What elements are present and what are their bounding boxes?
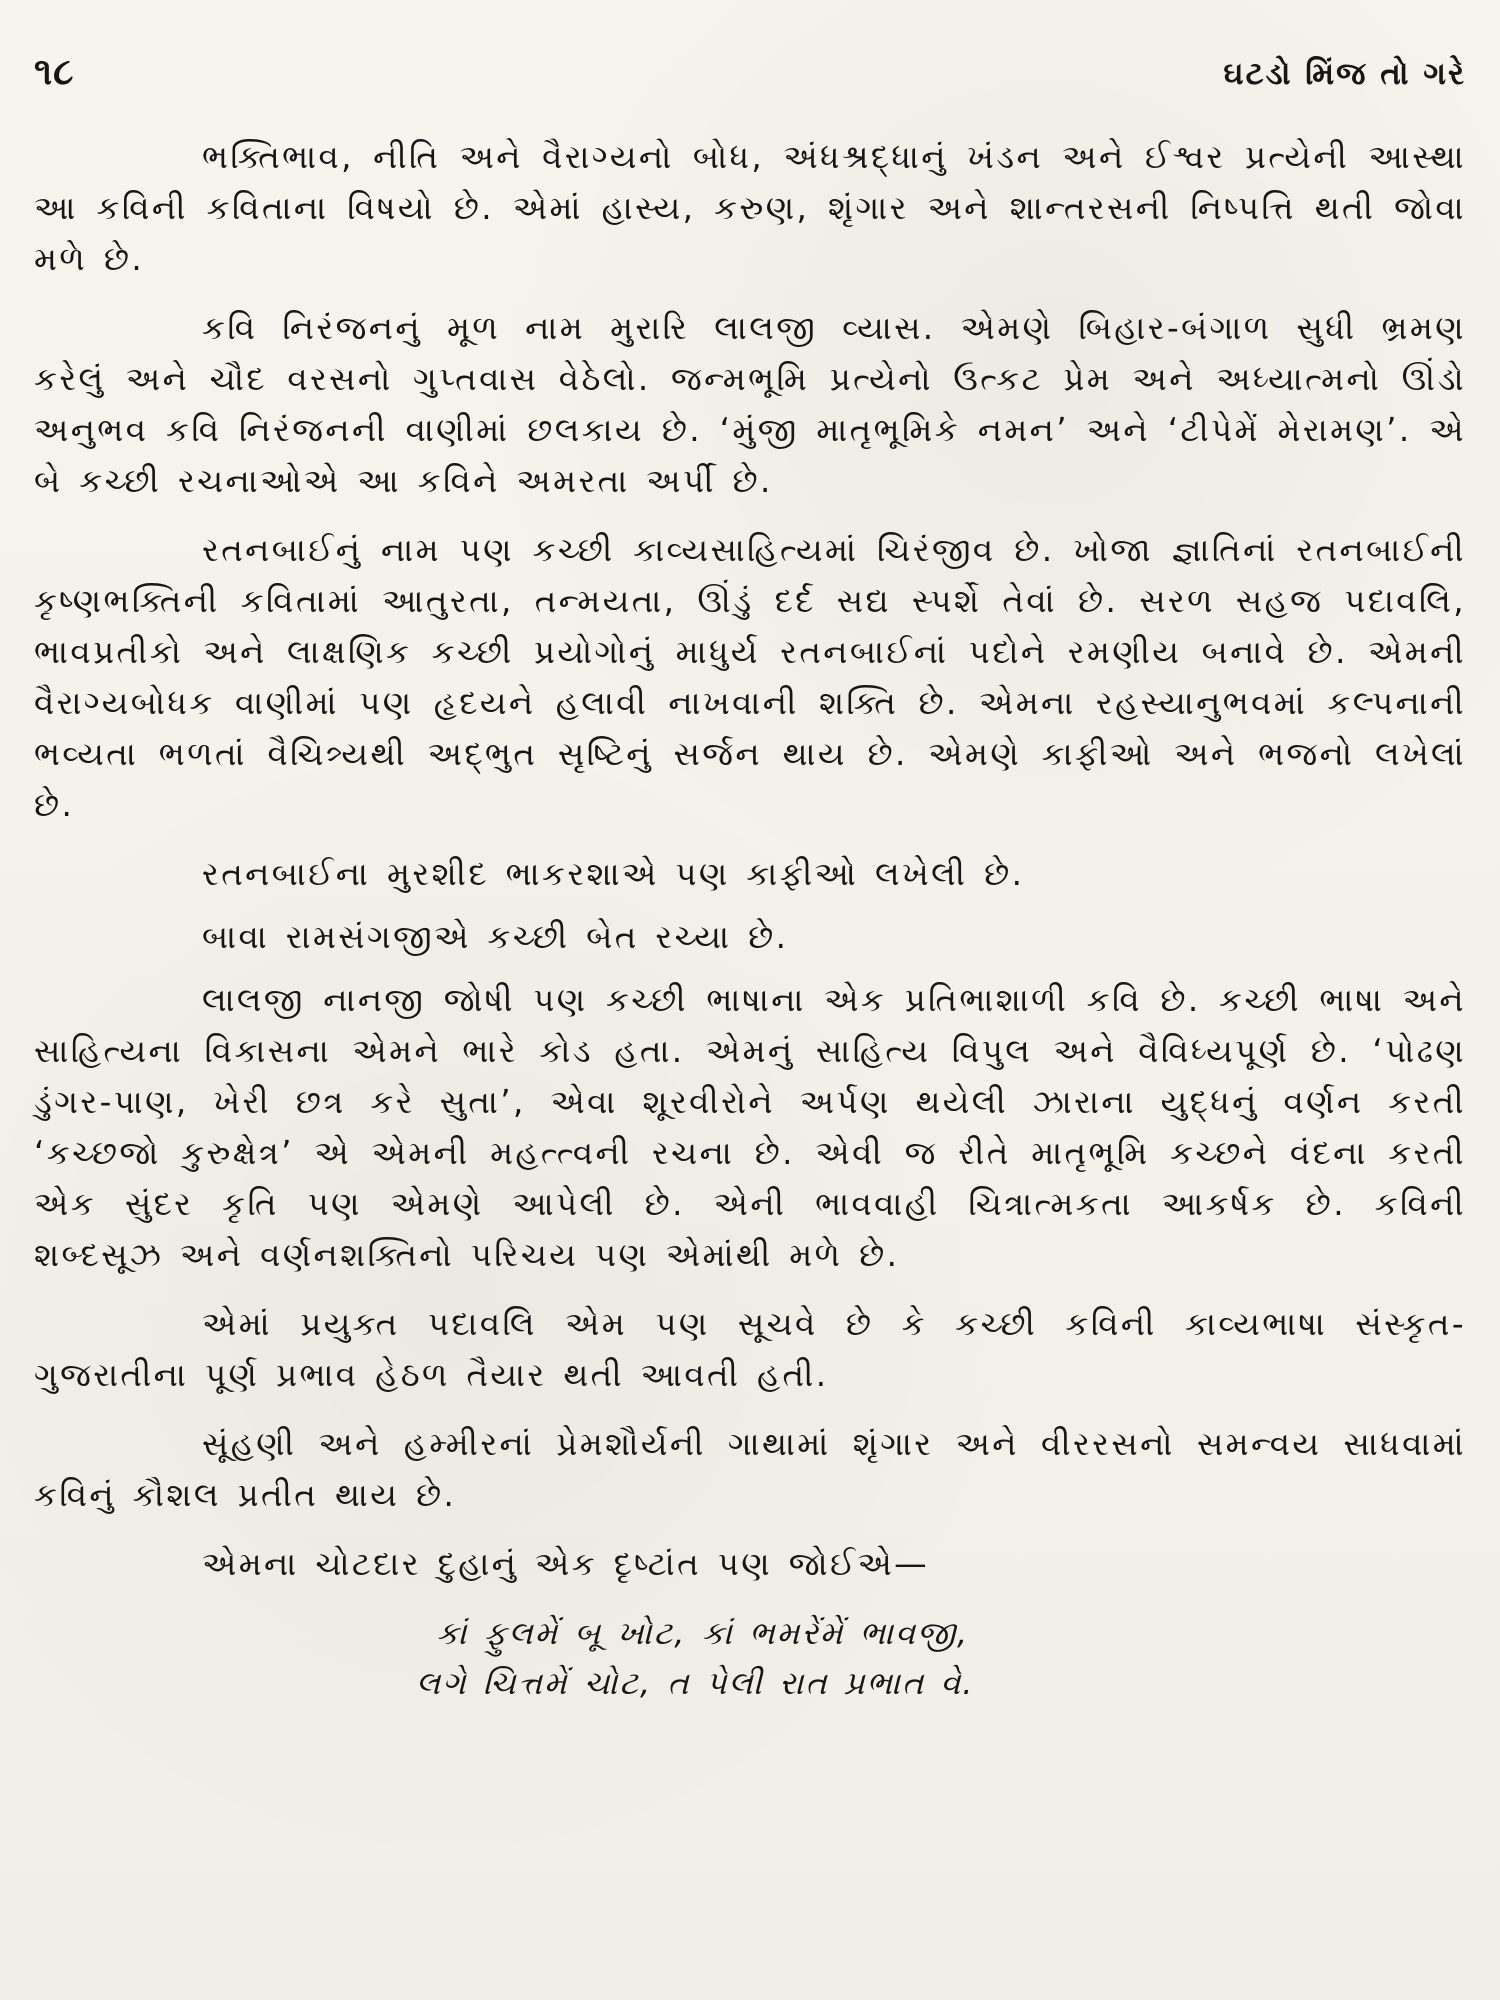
paragraph-1: ભક્તિભાવ, નીતિ અને વૈરાગ્યનો બોધ, અંધશ્રદ્ધાનું ખંડન અને ઈશ્વર પ્રત્યેની આસ્થા આ કવિની કવિતાના વિષયો છે. એમાં હાસ્ય, કરુણ, શૃંગાર અને શાન્તરસની નિષ્પત્તિ થતી જોવા મળે છે. xyxy=(34,138,1466,278)
verse-line: લગે ચિત્તમેં ચોટ, ત પેલી રાત પ્રભાત વે. xyxy=(416,1664,975,1702)
paragraph-8: સૂંહણી અને હમ્મીરનાં પ્રેમશૌર્યની ગાથામાં શૃંગાર અને વીરરસનો સમન્વય સાધવામાં કવિનું કૌશલ પ્રતીત થાય છે. xyxy=(34,1425,1466,1514)
paragraph-9: એમના ચોટદાર દુહાનું એક દૃષ્ટાંત પણ જોઈએ— xyxy=(202,1545,930,1583)
paragraph-3: રતનબાઈનું નામ પણ કચ્છી કાવ્યસાહિત્યમાં ચિરંજીવ છે. ખોજા જ્ઞાતિનાં રતનબાઈની કૃષ્ણભક્તિની કવિતામાં આતુરતા, તન્મયતા, ઊંડું દર્દ સદ્ય સ્પર્શે તેવાં છે. સરળ સહજ પદાવલિ, ભાવપ્રતીકો અને લાક્ષણિક કચ્છી પ્રયોગોનું માધુર્ય રતનબાઈનાં પદોને રમણીય બનાવે છે. એમની વૈરાગ્યબોધક વાણીમાં પણ હૃદયને હલાવી નાખવાની શક્તિ છે. એમના રહસ્યાનુભવમાં કલ્પનાની ભવ્યતા ભળતાં વૈચિત્ર્યથી અદ્ભુત સૃષ્ટિનું સર્જન થાય છે. એમણે કાફીઓ અને ભજનો લખેલાં છે. xyxy=(34,531,1466,824)
page-header xyxy=(34,50,1466,100)
paragraph-5: બાવા રામસંગજીએ કચ્છી બેત રચ્યા છે. xyxy=(202,918,789,956)
verse-line: કાં ફુલમેં બૂ ખોટ, કાં ભમરેંમેં ભાવજી, xyxy=(436,1614,970,1652)
verse-block xyxy=(34,1608,1466,1708)
paragraph-6: લાલજી નાનજી જોષી પણ કચ્છી ભાષાના એક પ્રતિભાશાળી કવિ છે. કચ્છી ભાષા અને સાહિત્યના વિકાસના એમને ભારે કોડ હતા. એમનું સાહિત્ય વિપુલ અને વૈવિધ્યપૂર્ણ છે. ‘પોઢણ ડુંગર-પાણ, ખેરી છત્ર કરે સુતા’, એવા શૂરવીરોને અર્પણ થયેલી ઝારાના યુદ્ધનું વર્ણન કરતી ‘કચ્છજો કુરુક્ષેત્ર’ એ એમની મહત્ત્વની રચના છે. એવી જ રીતે માતૃભૂમિ કચ્છને વંદના કરતી એક સુંદર કૃતિ પણ એમણે આપેલી છે. એની ભાવવાહી ચિત્રાત્મકતા આકર્ષક છે. કવિની શબ્દસૂઝ અને વર્ણનશક્તિનો પરિચય પણ એમાંથી મળે છે. xyxy=(34,981,1466,1274)
paragraph-4: રતનબાઈના મુરશીદ ભાકરશાએ પણ કાફીઓ લખેલી છે. xyxy=(202,855,1025,893)
page-number: ૧૮ xyxy=(34,50,75,93)
page-content xyxy=(34,132,1466,1708)
paragraph-2: કવિ નિરંજનનું મૂળ નામ મુરારિ લાલજી વ્યાસ. એમણે બિહાર-બંગાળ સુધી ભ્રમણ કરેલું અને ચૌદ વરસનો ગુપ્તવાસ વેઠેલો. જન્મભૂમિ પ્રત્યેનો ઉત્કટ પ્રેમ અને અધ્યાત્મનો ઊંડો અનુભવ કવિ નિરંજનની વાણીમાં છલકાય છે. ‘મુંજી માતૃભૂમિકે નમન’ અને ‘ટીપેમેં મેરામણ’. એ બે કચ્છી રચનાઓએ આ કવિને અમરતા અર્પી છે. xyxy=(34,309,1466,500)
paragraph-7: એમાં પ્રયુક્ત પદાવલિ એમ પણ સૂચવે છે કે કચ્છી કવિની કાવ્યભાષા સંસ્કૃત-ગુજરાતીના પૂર્ણ પ્રભાવ હેઠળ તૈયાર થતી આવતી હતી. xyxy=(34,1305,1466,1394)
running-title: ઘટડો મિંજ તો ગરે xyxy=(1223,56,1466,92)
